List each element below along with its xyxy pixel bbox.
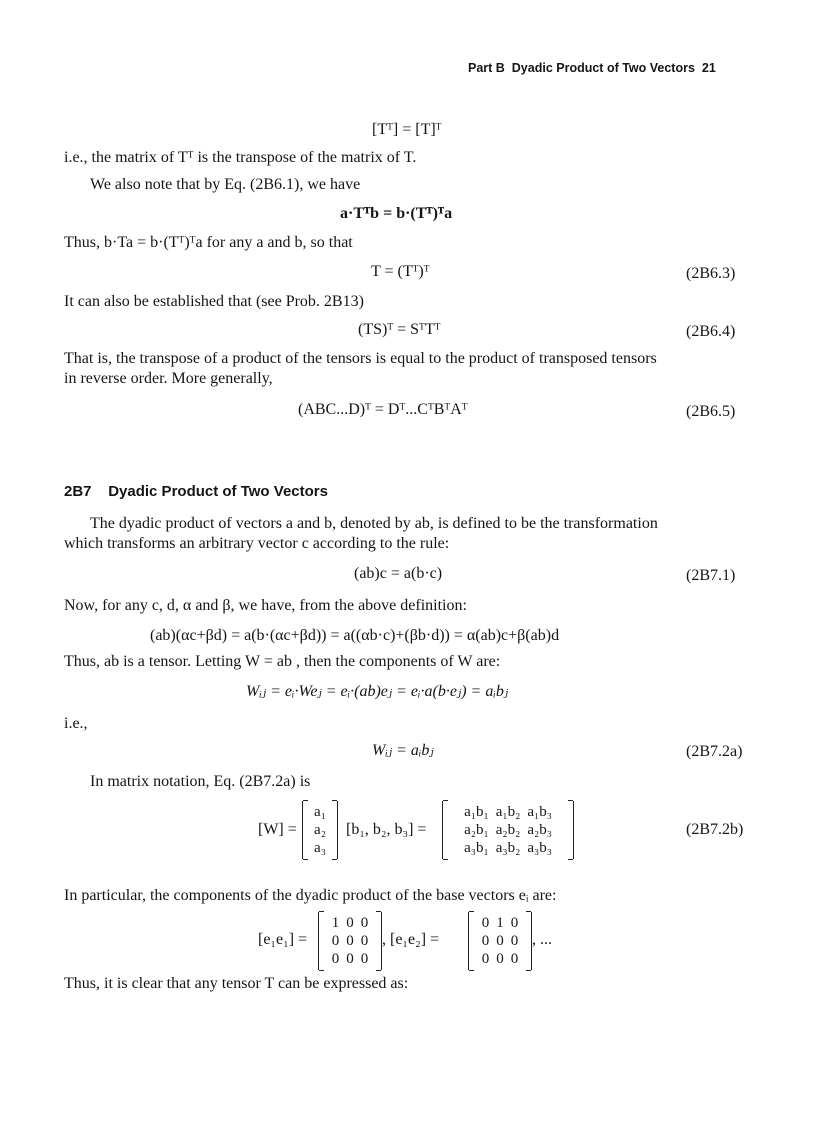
matrix-cell: 0 [481, 915, 490, 931]
row-vector-b: [b₁, b₂, b₃] = [346, 821, 427, 838]
matrix-cell: 0 [346, 915, 354, 931]
matrix-cell: a₂b₂ [495, 822, 521, 838]
col-entry: a₃ [314, 840, 326, 856]
matrix-cell: 0 [496, 933, 504, 949]
matrix-cell: a₁b₃ [527, 804, 552, 820]
matrix-cell: 0 [481, 951, 490, 967]
equation-number-2b7-2b: (2B7.2b) [686, 821, 744, 838]
section-heading [64, 482, 328, 502]
matrix-cell: 0 [346, 951, 354, 967]
equation-2b7-1: (ab)c = a(b·c) [354, 565, 443, 582]
equation-tt: [Tᵀ] = [T]ᵀ [372, 121, 442, 138]
paragraph-6-line-2: which transforms an arbitrary vector c according to the rule: [64, 535, 450, 552]
paragraph-11: In particular, the components of the dyadic product of the base vectors eᵢ are: [64, 887, 557, 904]
matrix-cell: 0 [346, 933, 354, 949]
matrix-cell: 1 [331, 915, 340, 931]
paragraph-5-line-1: That is, the transpose of a product of the tensors is equal to the product of transposed tensors [64, 350, 657, 367]
matrix-e1e1 [318, 912, 382, 970]
matrix-cell: a₁b₂ [495, 804, 521, 820]
section-title: Dyadic Product of Two Vectors [108, 483, 328, 500]
matrix-row [469, 932, 531, 950]
matrix-cell: 0 [510, 951, 519, 967]
matrix-cell: 0 [510, 915, 519, 931]
paragraph-3: Thus, b·Ta = b·(Tᵀ)ᵀa for any a and b, so that [64, 234, 353, 251]
equation-2b7-2a: Wᵢⱼ = aᵢbⱼ [372, 742, 434, 759]
col-entry: a₁ [314, 804, 326, 820]
equation-number-2b6-4: (2B6.4) [686, 323, 736, 340]
paragraph-5-line-2: in reverse order. More generally, [64, 370, 273, 387]
equation-w-components: Wᵢⱼ = eᵢ·Weⱼ = eᵢ·(ab)eⱼ = eᵢ·a(b·eⱼ) = aᵢbⱼ [246, 683, 509, 700]
equation-number-2b6-3: (2B6.3) [686, 265, 736, 282]
header-title: Dyadic Product of Two Vectors [511, 61, 695, 75]
equation-a: a·Tᵀb = b·(Tᵀ)ᵀa [340, 205, 453, 222]
matrix-row [443, 821, 573, 839]
matrix-cell: a₃b₂ [495, 840, 521, 856]
equation-number-2b7-1: (2B7.1) [686, 567, 736, 584]
equation-number-2b7-2a: (2B7.2a) [686, 743, 743, 760]
base-lhs-1: [e₁e₁] = [258, 931, 308, 948]
base-tail: , ... [532, 931, 552, 948]
paragraph-7: Now, for any c, d, α and β, we have, from the above definition: [64, 597, 467, 614]
matrix-cell: a₂b₁ [464, 822, 489, 838]
page-number: 21 [701, 61, 716, 75]
matrix-row [469, 950, 531, 968]
equation-number-2b6-5: (2B6.5) [686, 403, 736, 420]
running-header [468, 58, 716, 78]
paragraph-4: It can also be established that (see Prob. 2B13) [64, 293, 364, 310]
matrix-row [443, 803, 573, 821]
column-vector-a [302, 801, 338, 859]
matrix-cell: 0 [481, 933, 490, 949]
equation-2b6-3: T = (Tᵀ)ᵀ [371, 263, 430, 280]
equation-2b6-5: (ABC...D)ᵀ = Dᵀ...CᵀBᵀAᵀ [298, 401, 468, 418]
paragraph-6-line-1: The dyadic product of vectors a and b, denoted by ab, is defined to be the transformation [90, 515, 658, 532]
base-lhs-2: , [e₁e₂] = [382, 931, 440, 948]
matrix-cell: 0 [331, 951, 340, 967]
paragraph-10: In matrix notation, Eq. (2B7.2a) is [90, 773, 311, 790]
paragraph-12: Thus, it is clear that any tensor T can be expressed as: [64, 975, 409, 992]
matrix-cell: 0 [360, 915, 369, 931]
matrix-cell: 0 [360, 933, 369, 949]
equation-linearity: (ab)(αc+βd) = a(b·(αc+βd)) = a((αb·c)+(βb·d)) = α(ab)c+β(ab)d [150, 627, 560, 644]
matrix-row [319, 950, 381, 968]
matrix-cell: a₂b₃ [527, 822, 552, 838]
equation-2b7-2b-lhs: [W] = [258, 821, 297, 838]
matrix-cell: a₃b₃ [527, 840, 552, 856]
paragraph-1: i.e., the matrix of Tᵀ is the transpose of the matrix of T. [64, 149, 417, 166]
matrix-cell: 0 [360, 951, 369, 967]
matrix-row [319, 932, 381, 950]
paragraph-2: We also note that by Eq. (2B6.1), we have [90, 176, 361, 193]
col-entry: a₂ [314, 822, 326, 838]
matrix-row [319, 914, 381, 932]
matrix-cell: a₃b₁ [464, 840, 489, 856]
matrix-w [442, 801, 574, 859]
matrix-cell: 0 [496, 951, 504, 967]
matrix-cell: 0 [510, 933, 519, 949]
matrix-cell: 1 [496, 915, 504, 931]
matrix-row [443, 839, 573, 857]
matrix-cell: 0 [331, 933, 340, 949]
matrix-e1e2 [468, 912, 532, 970]
paragraph-8: Thus, ab is a tensor. Letting W = ab , then the components of W are: [64, 653, 501, 670]
header-part: Part B [468, 61, 505, 75]
paragraph-9: i.e., [64, 715, 88, 732]
equation-2b6-4: (TS)ᵀ = SᵀTᵀ [358, 321, 441, 338]
matrix-row [469, 914, 531, 932]
matrix-cell: a₁b₁ [464, 804, 489, 820]
section-number: 2B7 [64, 483, 92, 500]
